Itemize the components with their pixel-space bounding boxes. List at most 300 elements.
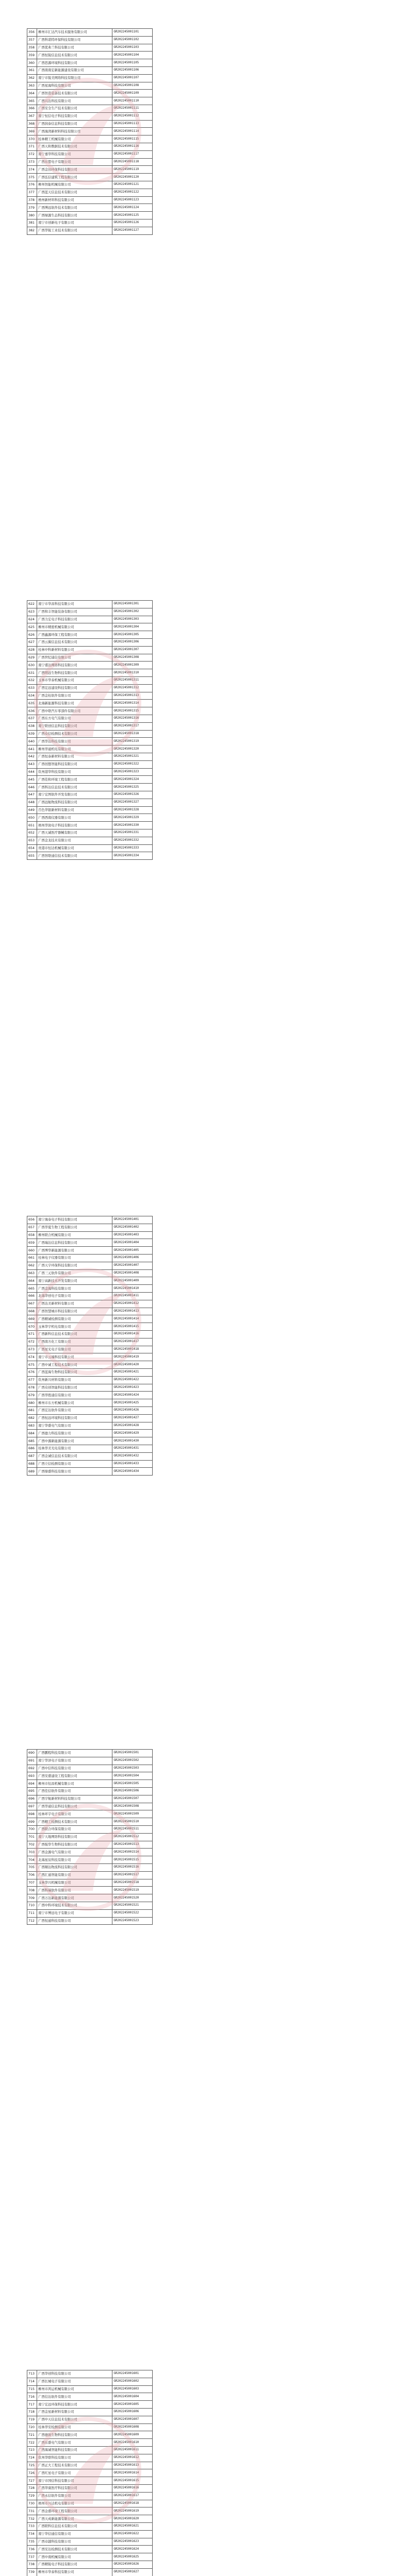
certificate-number: GR202245001614 — [112, 2469, 153, 2477]
certificate-number: GR202245001523 — [112, 1917, 153, 1925]
table-row — [27, 623, 153, 631]
row-number: 626 — [27, 631, 37, 639]
row-number: 641 — [27, 745, 37, 753]
certificate-number: GR202245001328 — [112, 806, 153, 814]
certificate-number: GR202245001506 — [112, 1787, 153, 1795]
company-name: 广西恒泰新材料有限公司 — [37, 753, 112, 760]
company-name: 玉林市华泰机械有限公司 — [37, 676, 112, 684]
certificate-number: GR202245001416 — [112, 1330, 153, 1338]
certificate-number: GR202245001111 — [112, 105, 153, 112]
table-row — [27, 1445, 153, 1452]
certificate-number: GR202245001423 — [112, 1384, 153, 1392]
row-number: 637 — [27, 715, 37, 722]
certificate-number: GR202245001519 — [112, 1887, 153, 1894]
row-number: 705 — [27, 1863, 37, 1871]
certificate-number: GR202245001117 — [112, 150, 153, 158]
certificate-number: GR202245001517 — [112, 1871, 153, 1879]
table-row — [27, 1757, 153, 1765]
row-number: 736 — [27, 2546, 37, 2553]
row-number: 697 — [27, 1803, 37, 1810]
table-row — [27, 2385, 153, 2393]
certificate-number: GR202245001303 — [112, 616, 153, 623]
certificate-number: GR202245001626 — [112, 2561, 153, 2568]
certificate-number: GR202245001324 — [112, 776, 153, 784]
company-name: 钦州华联科技有限公司 — [37, 2454, 112, 2462]
company-name: 广西三元软件有限公司 — [37, 1269, 112, 1277]
certificate-number: GR202245001109 — [112, 90, 153, 97]
table-row — [27, 2370, 153, 2378]
party-emblem-watermark-icon — [21, 62, 155, 206]
certificate-number: GR202245001315 — [112, 707, 153, 715]
company-name: 广西中南机械有限公司 — [37, 2553, 112, 2561]
row-number: 361 — [27, 66, 37, 74]
table-row — [27, 1772, 153, 1780]
certificate-number: GR202245001621 — [112, 2522, 153, 2530]
table-row — [27, 1452, 153, 1460]
company-name: 广西安达检测技术有限公司 — [37, 2546, 112, 2553]
row-number: 720 — [27, 2424, 37, 2431]
row-number: 657 — [27, 1224, 37, 1231]
company-name: 广西金田环保科技有限公司 — [37, 166, 112, 174]
row-number: 658 — [27, 1231, 37, 1239]
company-name: 广西海诚智能科技有限公司 — [37, 2446, 112, 2454]
company-name: 广西恒锐信息技术有限公司 — [37, 52, 112, 59]
row-number: 378 — [27, 196, 37, 204]
table-row — [27, 784, 153, 791]
row-number: 676 — [27, 1368, 37, 1376]
certificate-number: GR202245001115 — [112, 135, 153, 143]
table-row — [27, 822, 153, 829]
company-name: 百色华银新材料有限公司 — [37, 806, 112, 814]
row-number: 706 — [27, 1871, 37, 1879]
company-name: 广西博华新能源有限公司 — [37, 1247, 112, 1255]
certificate-number: GR202245001419 — [112, 1353, 153, 1361]
certificate-number: GR202245001609 — [112, 2431, 153, 2439]
company-name: 广西万达新能源有限公司 — [37, 1894, 112, 1902]
table-row — [27, 1399, 153, 1407]
row-number: 671 — [27, 1330, 37, 1338]
company-name: 广西宇航新材料科技有限公司 — [37, 1795, 112, 1803]
row-number: 630 — [27, 662, 37, 669]
certificate-number: GR202245001510 — [112, 1818, 153, 1826]
company-name: 柳州市恒昌机械有限公司 — [37, 1780, 112, 1788]
row-number: 684 — [27, 1430, 37, 1437]
certificate-number: GR202245001513 — [112, 1841, 153, 1849]
certificate-number: GR202245001408 — [112, 1269, 153, 1277]
certificate-number: GR202245001516 — [112, 1863, 153, 1871]
certificate-number: GR202245001325 — [112, 784, 153, 791]
row-number: 679 — [27, 1392, 37, 1399]
company-name: 广西优弗兰科技有限公司 — [37, 44, 112, 52]
row-number: 651 — [27, 822, 37, 829]
company-name: 广西安全生产技术有限公司 — [37, 105, 112, 112]
certificate-number: GR202245001407 — [112, 1262, 153, 1269]
row-number: 699 — [27, 1818, 37, 1826]
certificate-number: GR202245001502 — [112, 1757, 153, 1765]
company-name: 广西华达科技有限公司 — [37, 738, 112, 745]
company-name: 广西云翼信息技术有限公司 — [37, 638, 112, 646]
row-number: 677 — [27, 1376, 37, 1384]
certificate-number: GR202245001127 — [112, 227, 153, 234]
certificate-number: GR202245001620 — [112, 2515, 153, 2523]
company-name: 广西佳信软件有限公司 — [37, 1787, 112, 1795]
table-row — [27, 2568, 153, 2576]
certificate-number: GR202245001623 — [112, 2538, 153, 2546]
company-name: 广西中科环境技术有限公司 — [37, 1902, 112, 1909]
certificate-number: GR202245001118 — [112, 158, 153, 166]
certificate-number: GR202245001305 — [112, 631, 153, 639]
certificate-number: GR202245001406 — [112, 1254, 153, 1262]
company-name: 柳州市东方机械有限公司 — [37, 1399, 112, 1407]
certificate-number: GR202245001512 — [112, 1833, 153, 1841]
company-name: 广西安盛建设工程有限公司 — [37, 1772, 112, 1780]
company-name: 广西海湾新材料科技有限公司 — [37, 128, 112, 135]
company-name: 广西华康医疗科技有限公司 — [37, 2484, 112, 2492]
company-name: 广西西南仪器有限公司 — [37, 814, 112, 822]
row-number: 370 — [27, 135, 37, 143]
table-row — [27, 1414, 153, 1422]
row-number: 732 — [27, 2515, 37, 2523]
row-number: 691 — [27, 1757, 37, 1765]
certificate-number: GR202245001503 — [112, 1765, 153, 1772]
row-number: 660 — [27, 1247, 37, 1255]
row-number: 704 — [27, 1856, 37, 1864]
row-number: 379 — [27, 204, 37, 212]
row-number: 639 — [27, 730, 37, 738]
certificate-number: GR202245001518 — [112, 1879, 153, 1887]
certificate-number: GR202245001607 — [112, 2416, 153, 2424]
row-number: 711 — [27, 1909, 37, 1917]
row-number: 376 — [27, 181, 37, 189]
row-number: 375 — [27, 174, 37, 181]
company-name: 广西和丰智能装备有限公司 — [37, 608, 112, 616]
company-name: 广西科瑞软件有限公司 — [37, 1887, 112, 1894]
certificate-number: GR202245001104 — [112, 52, 153, 59]
company-name: 南宁宏远环保科技有限公司 — [37, 2401, 112, 2409]
row-number: 702 — [27, 1841, 37, 1849]
row-number: 363 — [27, 82, 37, 90]
certificate-number: GR202245001507 — [112, 1795, 153, 1803]
company-name: 玉林华宇机电有限公司 — [37, 1323, 112, 1331]
row-number: 723 — [27, 2446, 37, 2454]
row-number: 687 — [27, 1452, 37, 1460]
party-emblem-watermark-icon — [21, 634, 155, 778]
certificate-number: GR202245001612 — [112, 2454, 153, 2462]
table-row — [27, 601, 153, 608]
certificate-number: GR202245001301 — [112, 601, 153, 608]
certificate-number: GR202245001431 — [112, 1445, 153, 1452]
company-name: 广西佳和环境工程有限公司 — [37, 776, 112, 784]
table-row — [27, 44, 153, 52]
row-number: 670 — [27, 1323, 37, 1331]
company-name: 南宁市华昌科技有限公司 — [37, 601, 112, 608]
company-name: 广西中天信息技术有限公司 — [37, 2416, 112, 2424]
company-name: 广西弘信建筑工程有限公司 — [37, 174, 112, 181]
row-number: 708 — [27, 1887, 37, 1894]
certificate-number: GR202245001110 — [112, 97, 153, 105]
row-number: 727 — [27, 2477, 37, 2485]
table-row — [27, 1437, 153, 1445]
certificate-number: GR202245001311 — [112, 676, 153, 684]
row-number: 646 — [27, 784, 37, 791]
company-name: 广西蓝天信息技术有限公司 — [37, 189, 112, 196]
row-number: 633 — [27, 684, 37, 692]
company-name: 广西德力科技有限公司 — [37, 1430, 112, 1437]
row-number: 661 — [27, 1254, 37, 1262]
table-row — [27, 1765, 153, 1772]
row-number: 673 — [27, 1346, 37, 1353]
company-name: 广西思源环境科技有限公司 — [37, 59, 112, 67]
certificate-number: GR202245001313 — [112, 692, 153, 700]
certificate-number: GR202245001618 — [112, 2500, 153, 2507]
row-number: 728 — [27, 2484, 37, 2492]
row-number: 681 — [27, 1406, 37, 1414]
row-number: 654 — [27, 844, 37, 852]
table-row — [27, 36, 153, 44]
row-number: 730 — [27, 2500, 37, 2507]
company-name: 广西中信科技有限公司 — [37, 1765, 112, 1772]
row-number: 628 — [27, 646, 37, 654]
certificate-number: GR202245001421 — [112, 1368, 153, 1376]
row-number: 625 — [27, 623, 37, 631]
company-name: 柳州智能机械有限公司 — [37, 181, 112, 189]
table-row — [27, 227, 153, 234]
row-number: 373 — [27, 158, 37, 166]
certificate-number: GR202245001401 — [112, 1216, 153, 1224]
company-name: 玉林华兴机械有限公司 — [37, 1879, 112, 1887]
company-name: 南宁宏图软件开发有限公司 — [37, 791, 112, 799]
row-number: 631 — [27, 669, 37, 677]
row-number: 636 — [27, 707, 37, 715]
row-number: 372 — [27, 150, 37, 158]
company-name: 广西顺达物流科技有限公司 — [37, 1863, 112, 1871]
company-name: 柳州华通机电有限公司 — [37, 745, 112, 753]
certificate-number: GR202245001520 — [112, 1894, 153, 1902]
row-number: 358 — [27, 44, 37, 52]
certificate-number: GR202245001409 — [112, 1277, 153, 1285]
certificate-number: GR202245001606 — [112, 2408, 153, 2416]
company-name: 广西星光电子有限公司 — [37, 1346, 112, 1353]
company-name: 北海星辰科技有限公司 — [37, 1856, 112, 1864]
certificate-number: GR202245001501 — [112, 1750, 153, 1757]
row-number: 696 — [27, 1795, 37, 1803]
certificate-number: GR202245001619 — [112, 2507, 153, 2515]
certificate-number: GR202245001514 — [112, 1849, 153, 1856]
company-name: 广西众信检测技术有限公司 — [37, 730, 112, 738]
certificate-number: GR202245001616 — [112, 2484, 153, 2492]
company-name: 广西天诚医疗器械有限公司 — [37, 829, 112, 837]
row-number: 635 — [27, 700, 37, 707]
company-name: 南宁华信通信有限公司 — [37, 2530, 112, 2538]
company-name: 广西天和数据技术有限公司 — [37, 143, 112, 150]
table-row — [27, 616, 153, 623]
company-name: 桂林华安检测有限公司 — [37, 2424, 112, 2431]
company-name: 柳州市华泰科技有限公司 — [37, 2568, 112, 2576]
certificate-number: GR202245001320 — [112, 745, 153, 753]
company-name: 柳州市鸿运机械有限公司 — [37, 2385, 112, 2393]
row-number: 703 — [27, 1849, 37, 1856]
company-name: 广西兴达科技有限公司 — [37, 97, 112, 105]
row-number: 663 — [27, 1269, 37, 1277]
company-name: 广西远航物流科技有限公司 — [37, 799, 112, 806]
certificate-number: GR202245001604 — [112, 2393, 153, 2401]
row-number: 382 — [27, 227, 37, 234]
certificate-number: GR202245001422 — [112, 1376, 153, 1384]
certificate-number: GR202245001418 — [112, 1346, 153, 1353]
company-name: 南宁恒信电子科技有限公司 — [37, 112, 112, 120]
company-name: 广西正大工程技术有限公司 — [37, 2462, 112, 2469]
row-number: 739 — [27, 2568, 37, 2576]
certificate-number: GR202245001327 — [112, 799, 153, 806]
certificate-number: GR202245001615 — [112, 2477, 153, 2485]
table-row — [27, 608, 153, 616]
certificate-number: GR202245001429 — [112, 1430, 153, 1437]
certificate-number: GR202245001312 — [112, 684, 153, 692]
certificate-number: GR202245001508 — [112, 1803, 153, 1810]
certificate-number: GR202245001522 — [112, 1909, 153, 1917]
company-name: 广西金桂软件有限公司 — [37, 692, 112, 700]
table-row — [27, 219, 153, 227]
certificate-number: GR202245001329 — [112, 814, 153, 822]
company-name: 南宁华泽电子有限公司 — [37, 1757, 112, 1765]
company-name: 广西精工检测技术有限公司 — [37, 1818, 112, 1826]
company-name: 南宁市锐美网络科技有限公司 — [37, 74, 112, 82]
company-name: 广西科达信息技术有限公司 — [37, 784, 112, 791]
row-number: 721 — [27, 2431, 37, 2439]
row-number: 627 — [27, 638, 37, 646]
company-name: 南宁市国信科技有限公司 — [37, 2477, 112, 2485]
company-name: 钦州港华科技有限公司 — [37, 768, 112, 776]
certificate-number: GR202245001107 — [112, 74, 153, 82]
certificate-number: GR202245001124 — [112, 204, 153, 212]
certificate-number: GR202245001432 — [112, 1452, 153, 1460]
company-name: 广西众创智能科技有限公司 — [37, 1384, 112, 1392]
row-number: 707 — [27, 1879, 37, 1887]
certificate-number: GR202245001627 — [112, 2568, 153, 2576]
certificate-number: GR202245001302 — [112, 608, 153, 616]
certificate-number: GR202245001434 — [112, 1468, 153, 1476]
row-number: 622 — [27, 601, 37, 608]
certificate-number: GR202245001103 — [112, 44, 153, 52]
row-number: 669 — [27, 1315, 37, 1323]
row-number: 734 — [27, 2530, 37, 2538]
company-name: 南宁市云端科技有限公司 — [37, 1353, 112, 1361]
row-number: 712 — [27, 1917, 37, 1925]
certificate-number: GR202245001310 — [112, 669, 153, 677]
certificate-number: GR202245001411 — [112, 1292, 153, 1300]
certificate-number: GR202245001306 — [112, 638, 153, 646]
certificate-number: GR202245001404 — [112, 1239, 153, 1247]
table-row — [27, 2546, 153, 2553]
certificate-number: GR202245001410 — [112, 1285, 153, 1293]
certificate-number: GR202245001309 — [112, 662, 153, 669]
table-row — [27, 844, 153, 852]
company-name: 广西华胜通信有限公司 — [37, 1392, 112, 1399]
certificate-number: GR202245001415 — [112, 1323, 153, 1331]
company-name: 南宁嘉华科技有限公司 — [37, 150, 112, 158]
row-number: 624 — [27, 616, 37, 623]
certificate-number: GR202245001611 — [112, 2446, 153, 2454]
certificate-number: GR202245001403 — [112, 1231, 153, 1239]
company-name: 广西信达软件有限公司 — [37, 2393, 112, 2401]
row-number: 362 — [27, 74, 37, 82]
company-name: 南宁高新技术开发有限公司 — [37, 1277, 112, 1285]
company-name: 广西联合环保有限公司 — [37, 1825, 112, 1833]
company-name: 广西东方电气有限公司 — [37, 715, 112, 722]
certificate-number: GR202245001122 — [112, 189, 153, 196]
company-name: 贵港市恒达机械有限公司 — [37, 844, 112, 852]
certificate-number: GR202245001121 — [112, 181, 153, 189]
row-number: 690 — [27, 1750, 37, 1757]
company-name: 广西蓝海生物科技有限公司 — [37, 1368, 112, 1376]
certificate-number: GR202245001412 — [112, 1300, 153, 1308]
company-name: 广西立信检测有限公司 — [37, 1460, 112, 1468]
certificate-number: GR202245001112 — [112, 112, 153, 120]
company-name: 柳州市汇达汽车技术服务有限公司 — [37, 29, 112, 37]
certificate-number: GR202245001304 — [112, 623, 153, 631]
company-name: 广西鑫源环保工程有限公司 — [37, 631, 112, 639]
row-number: 674 — [27, 1353, 37, 1361]
certificate-number: GR202245001105 — [112, 59, 153, 67]
row-number: 652 — [27, 829, 37, 837]
certificate-number: GR202245001617 — [112, 2492, 153, 2500]
row-number: 735 — [27, 2538, 37, 2546]
certificate-number: GR202245001427 — [112, 1414, 153, 1422]
company-name: 广西绿源生态科技有限公司 — [37, 212, 112, 219]
row-number: 645 — [27, 776, 37, 784]
company-name: 广西精锐电子科技有限公司 — [37, 2561, 112, 2568]
row-number: 643 — [27, 760, 37, 768]
row-number: 371 — [27, 143, 37, 150]
certificate-number: GR202245001319 — [112, 738, 153, 745]
company-name: 广西德润生物科技有限公司 — [37, 2431, 112, 2439]
row-number: 638 — [27, 722, 37, 730]
company-name: 广西博远软件技术有限公司 — [37, 204, 112, 212]
company-name: 广西联科信息技术有限公司 — [37, 2522, 112, 2530]
row-number: 664 — [27, 1277, 37, 1285]
certificate-number: GR202245001334 — [112, 852, 153, 860]
row-number: 701 — [27, 1833, 37, 1841]
row-number: 381 — [27, 219, 37, 227]
row-number: 377 — [27, 189, 37, 196]
certificate-number: GR202245001113 — [112, 120, 153, 128]
row-number: 685 — [27, 1437, 37, 1445]
row-number: 380 — [27, 212, 37, 219]
company-name: 广西天成新能源有限公司 — [37, 2515, 112, 2523]
company-name: 广西中诚工程技术有限公司 — [37, 1361, 112, 1369]
table-row — [27, 2378, 153, 2385]
table-row — [27, 1239, 153, 1247]
certificate-number: GR202245001605 — [112, 2401, 153, 2409]
row-number: 678 — [27, 1384, 37, 1392]
row-number: 666 — [27, 1292, 37, 1300]
certificate-number: GR202245001433 — [112, 1460, 153, 1468]
certificate-number: GR202245001316 — [112, 715, 153, 722]
company-name: 广西宏达软件有限公司 — [37, 1406, 112, 1414]
certificate-number: GR202245001622 — [112, 2530, 153, 2538]
table-row — [27, 52, 153, 59]
certificate-number: GR202245001102 — [112, 36, 153, 44]
table-row — [27, 1430, 153, 1437]
row-number: 725 — [27, 2462, 37, 2469]
certificate-number: GR202245001624 — [112, 2546, 153, 2553]
party-emblem-watermark-icon — [21, 2401, 155, 2545]
row-number: 359 — [27, 52, 37, 59]
row-number: 715 — [27, 2385, 37, 2393]
row-number: 688 — [27, 1460, 37, 1468]
certificate-number: GR202245001108 — [112, 82, 153, 90]
row-number: 709 — [27, 1894, 37, 1902]
